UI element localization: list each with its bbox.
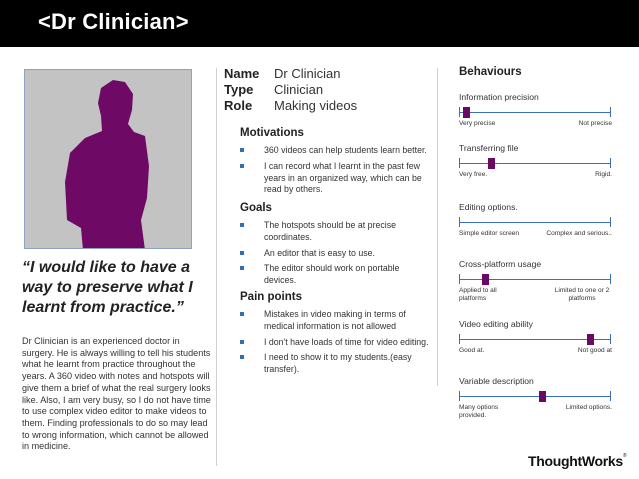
bullet-icon [240,164,244,168]
role-label: Role [224,98,253,113]
scale-tick [459,217,460,227]
scale-right-label: Complex and serious.. [546,230,612,237]
pain-points-title: Pain points [240,291,302,303]
scale-tick [459,334,460,344]
scale-marker[interactable] [587,334,594,345]
type-value: Clinician [274,82,324,97]
scale-tick [610,107,611,117]
scale-right-label: Not precise [578,120,612,127]
scale-label: Variable description [459,376,534,386]
scale-left-label: Simple editor screen [459,230,520,237]
scale-label: Information precision [459,92,539,102]
behaviour-scale-transferring-file [459,143,612,191]
scale-tick [459,158,460,168]
bullet-icon [240,251,244,255]
scale-tick [459,391,460,401]
scale-label: Editing options. [459,202,518,212]
behaviour-scale-cross-platform-usage [459,259,612,307]
scale-tick [459,107,460,117]
bullet-icon [240,266,244,270]
scale-right-label: Limited to one or 2 platforms [554,287,610,302]
scale-label: Cross-platform usage [459,259,542,269]
bullet-icon [240,355,244,359]
scale-track [459,163,611,164]
scale-left-label: Very free. [459,171,488,178]
behaviour-scale-information-precision [459,92,612,140]
scale-label: Transferring file [459,143,519,153]
scale-left-label: Many options provided. [459,404,499,419]
persona-quote: “I would like to have a way to preserve what I learnt from practice.” [22,259,193,316]
persona-photo [24,69,192,249]
scale-left-label: Good at. [459,347,485,354]
scale-right-label: Limited options. [565,404,612,411]
scale-marker[interactable] [539,391,546,402]
role-value: Making videos [274,98,358,113]
scale-tick [610,274,611,284]
scale-tick [610,334,611,344]
behaviour-scale-video-editing-ability [459,319,612,367]
header-bar [0,0,639,47]
scale-tick [610,217,611,227]
bullet-icon [240,148,244,152]
bullet-icon [240,312,244,316]
scale-marker[interactable] [463,107,470,118]
scale-marker[interactable] [488,158,495,169]
behaviour-scale-variable-description [459,376,612,424]
scale-left-label: Applied to all platforms [459,287,497,302]
scale-right-label: Rigid. [595,171,612,178]
scale-track [459,112,611,113]
scale-label: Video editing ability [459,319,533,329]
scale-track [459,396,611,397]
bullet-icon [240,223,244,227]
behaviours-title: Behaviours [459,66,522,78]
scale-tick [610,391,611,401]
name-label: Name [224,66,260,81]
scale-tick [610,158,611,168]
column-divider-right [437,68,438,386]
column-divider-left [216,68,217,466]
scale-right-label: Not good at [577,347,612,354]
scale-left-label: Very precise [459,120,496,127]
thoughtworks-logo: ThoughtWorks® [528,453,627,469]
type-label: Type [224,82,254,97]
persona-bio: Dr Clinician is an experienced doctor in surgery. He is always willing to tell his students what he learnt from practice throughout the years. A 360 video with notes and hotspots will give them a brief of what the real surgery looks like. Also, I am very busy, so I do not have time to use complex video editor to make videos to them. Finding professionals to do so may lead to wrong information, which cannot be allowed in medicine. [22,336,211,452]
name-value: Dr Clinician [274,66,341,81]
scale-tick [459,274,460,284]
persona-silhouette-icon [25,70,192,249]
behaviour-scale-editing-options [459,202,612,250]
scale-marker[interactable] [482,274,489,285]
bullet-icon [240,340,244,344]
page-title: <Dr Clinician> [38,9,189,34]
motivations-title: Motivations [240,127,304,139]
scale-track [459,222,611,223]
goals-title: Goals [240,202,272,214]
